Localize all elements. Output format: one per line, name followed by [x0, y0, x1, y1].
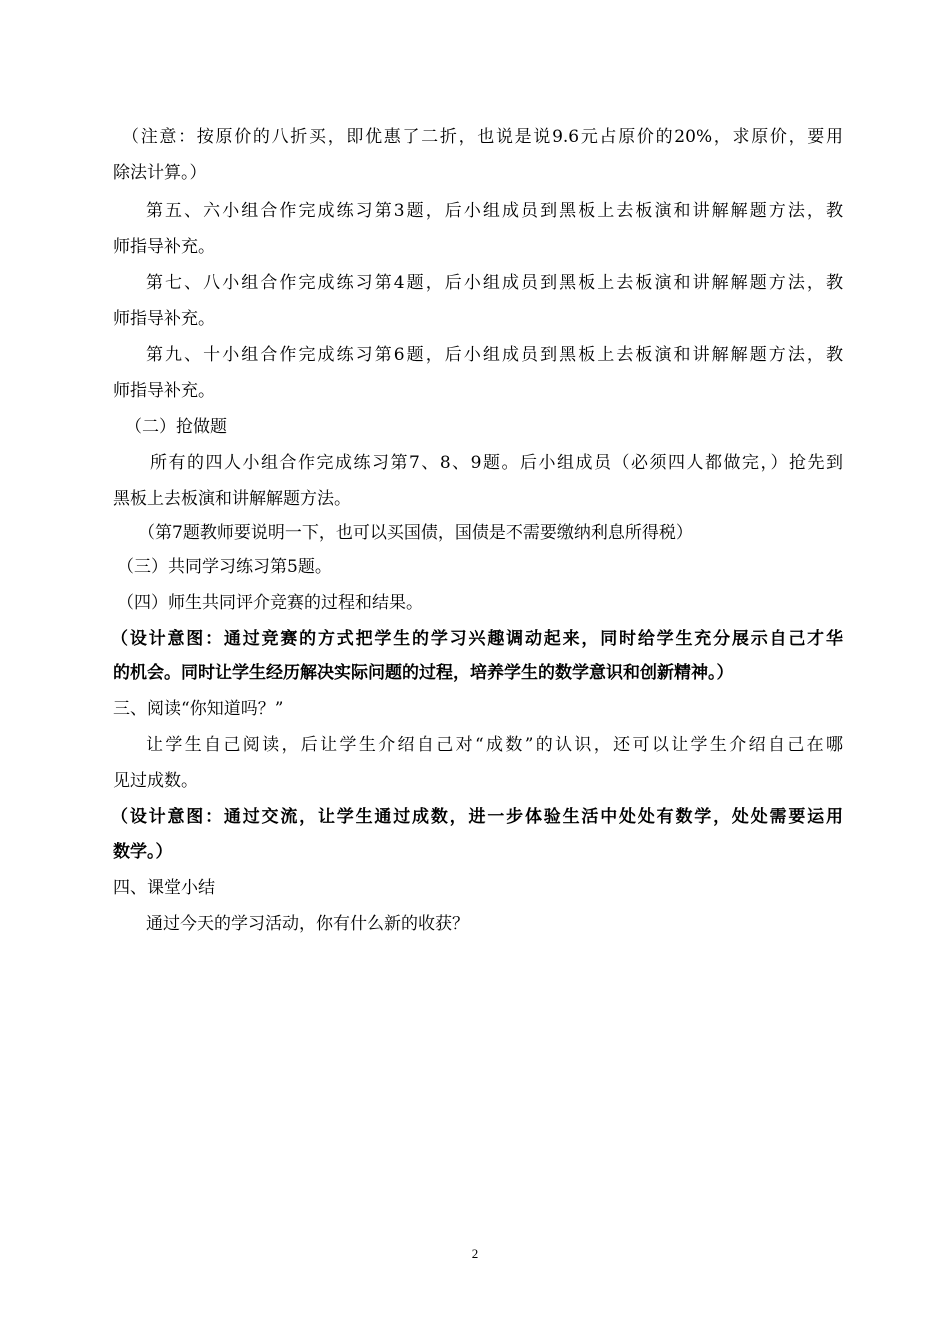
- note-line-2: 除法计算。）: [113, 163, 207, 183]
- section-heading-evaluation: （四）师生共同评介竞赛的过程和结果。: [117, 593, 423, 613]
- paragraph-reading-line-1: 让学生自己阅读，后让学生介绍自己对“成数”的认识，还可以让学生介绍自己在哪: [146, 735, 843, 755]
- design-intent-1-line-1: （设计意图：通过竞赛的方式把学生的学习兴趣调动起来，同时给学生充分展示自己才华: [111, 629, 843, 649]
- page-number: 2: [471, 1246, 479, 1261]
- design-intent-2-line-1: （设计意图：通过交流，让学生通过成数，进一步体验生活中处处有数学，处处需要运用: [111, 807, 843, 827]
- paragraph-summary: 通过今天的学习活动，你有什么新的收获？: [146, 914, 469, 934]
- paragraph-group-5-6-line-1: 第五、六小组合作完成练习第3题，后小组成员到黑板上去板演和讲解解题方法，教: [146, 201, 843, 221]
- note-line-1: （注意：按原价的八折买，即优惠了二折，也说是说9.6元占原价的20%，求原价，要用: [122, 127, 843, 147]
- paragraph-group-9-10-line-1: 第九、十小组合作完成练习第6题，后小组成员到黑板上去板演和讲解解题方法，教: [146, 345, 843, 365]
- section-heading-reading: 三、阅读“你知道吗？”: [113, 699, 284, 719]
- design-intent-2-line-2: 数学。）: [113, 842, 173, 862]
- paragraph-group-7-8-line-2: 师指导补充。: [113, 309, 215, 329]
- paragraph-group-5-6-line-2: 师指导补充。: [113, 237, 215, 257]
- section-heading-qiang-zuo-ti: （二）抢做题: [125, 417, 227, 437]
- paragraph-reading-line-2: 见过成数。: [113, 771, 198, 791]
- design-intent-1-line-2: 的机会。同时让学生经历解决实际问题的过程，培养学生的数学意识和创新精神。）: [113, 663, 734, 683]
- paragraph-all-groups-line-1: 所有的四人小组合作完成练习第7、8、9题。后小组成员（必须四人都做完，）抢先到: [150, 453, 843, 473]
- section-heading-joint-practice: （三）共同学习练习第5题。: [117, 557, 332, 577]
- note-question-7: （第7题教师要说明一下，也可以买国债，国债是不需要缴纳利息所得税）: [138, 523, 693, 543]
- paragraph-all-groups-line-2: 黑板上去板演和讲解解题方法。: [113, 489, 351, 509]
- section-heading-summary: 四、课堂小结: [113, 878, 215, 898]
- paragraph-group-9-10-line-2: 师指导补充。: [113, 381, 215, 401]
- paragraph-group-7-8-line-1: 第七、八小组合作完成练习第4题，后小组成员到黑板上去板演和讲解解题方法，教: [146, 273, 843, 293]
